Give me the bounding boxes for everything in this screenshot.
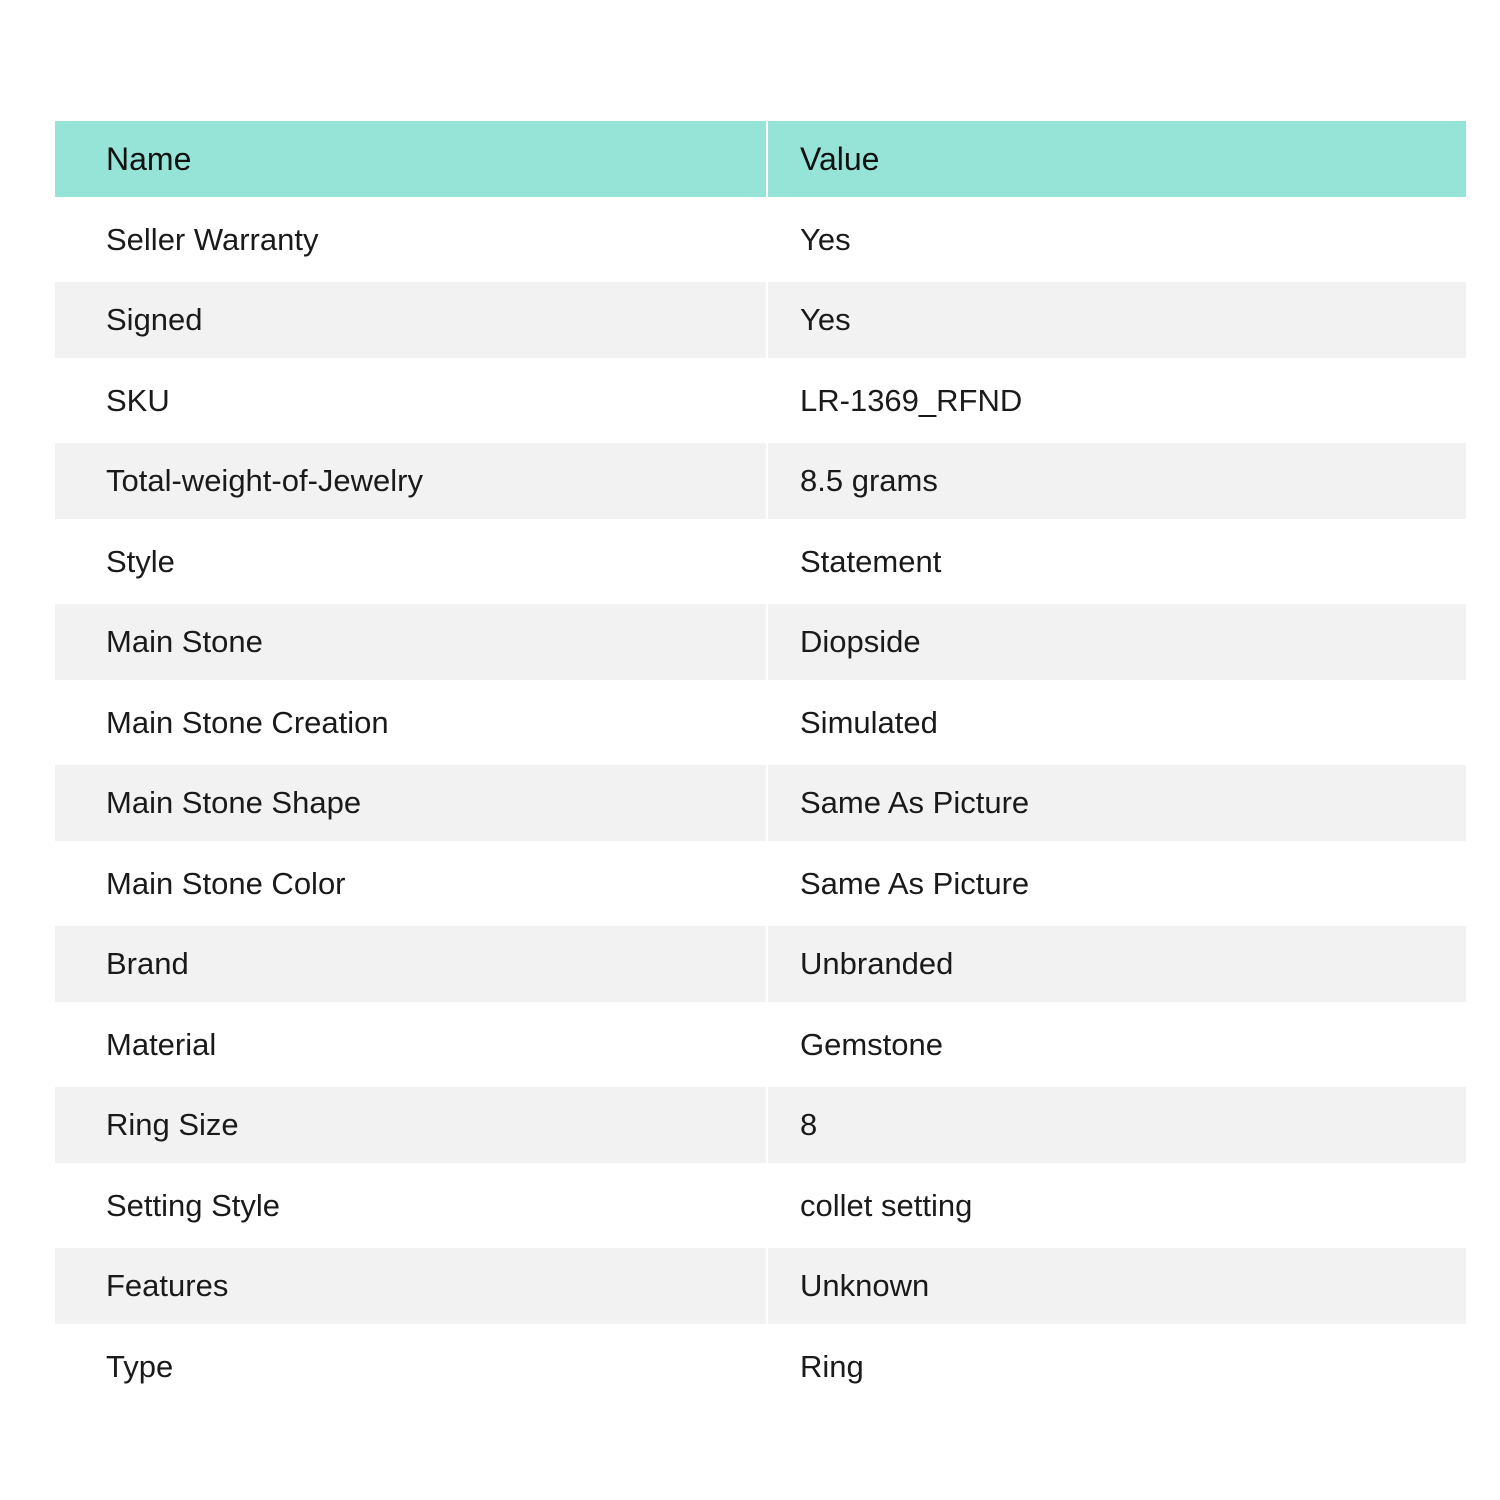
row-value: 8.5 grams <box>800 463 938 498</box>
row-name: Main Stone Color <box>106 865 346 901</box>
table-row <box>55 1087 1466 1163</box>
row-value: collet setting <box>800 1187 973 1223</box>
row-name: Total-weight-of-Jewelry <box>55 443 768 519</box>
row-value: Yes <box>800 302 851 337</box>
row-value: Gemstone <box>800 1026 944 1062</box>
row-value: 8 <box>800 1107 818 1142</box>
row-value: Unknown <box>800 1268 930 1303</box>
row-value: LR-1369_RFND <box>800 382 1023 418</box>
header-name: Name <box>55 121 768 197</box>
table-row <box>55 604 1466 680</box>
row-value: Simulated <box>800 704 938 740</box>
table-row <box>55 1002 1466 1087</box>
row-name: Setting Style <box>106 1187 281 1223</box>
table-row <box>55 1324 1466 1409</box>
table-row <box>55 443 1466 519</box>
row-name: Main Stone Shape <box>55 765 768 841</box>
row-value: Same As Picture <box>800 785 1030 820</box>
table-row <box>55 765 1466 841</box>
table-row <box>55 926 1466 1002</box>
row-name: Main Stone <box>55 604 768 680</box>
table-row <box>55 358 1466 443</box>
row-name: Style <box>106 543 175 579</box>
table-row <box>55 1248 1466 1324</box>
row-value: Ring <box>800 1348 864 1384</box>
table-header-row <box>55 121 1466 197</box>
table-row <box>55 680 1466 765</box>
table-row <box>55 282 1466 358</box>
row-name: Ring Size <box>55 1087 768 1163</box>
table-row <box>55 841 1466 926</box>
row-value: Statement <box>800 543 942 579</box>
row-name: Seller Warranty <box>106 221 319 257</box>
row-name: Main Stone Creation <box>106 704 389 740</box>
specifications-table <box>55 121 1466 1409</box>
row-value: Same As Picture <box>800 865 1030 901</box>
row-name: Brand <box>55 926 768 1002</box>
row-name: Signed <box>55 282 768 358</box>
header-value: Value <box>800 140 880 177</box>
row-value: Diopside <box>800 624 921 659</box>
table-row <box>55 1163 1466 1248</box>
row-name: Material <box>106 1026 217 1062</box>
table-row <box>55 519 1466 604</box>
row-value: Yes <box>800 221 851 257</box>
row-name: SKU <box>106 382 170 418</box>
row-value: Unbranded <box>800 946 954 981</box>
row-name: Features <box>55 1248 768 1324</box>
table-row <box>55 197 1466 282</box>
row-name: Type <box>106 1348 174 1384</box>
